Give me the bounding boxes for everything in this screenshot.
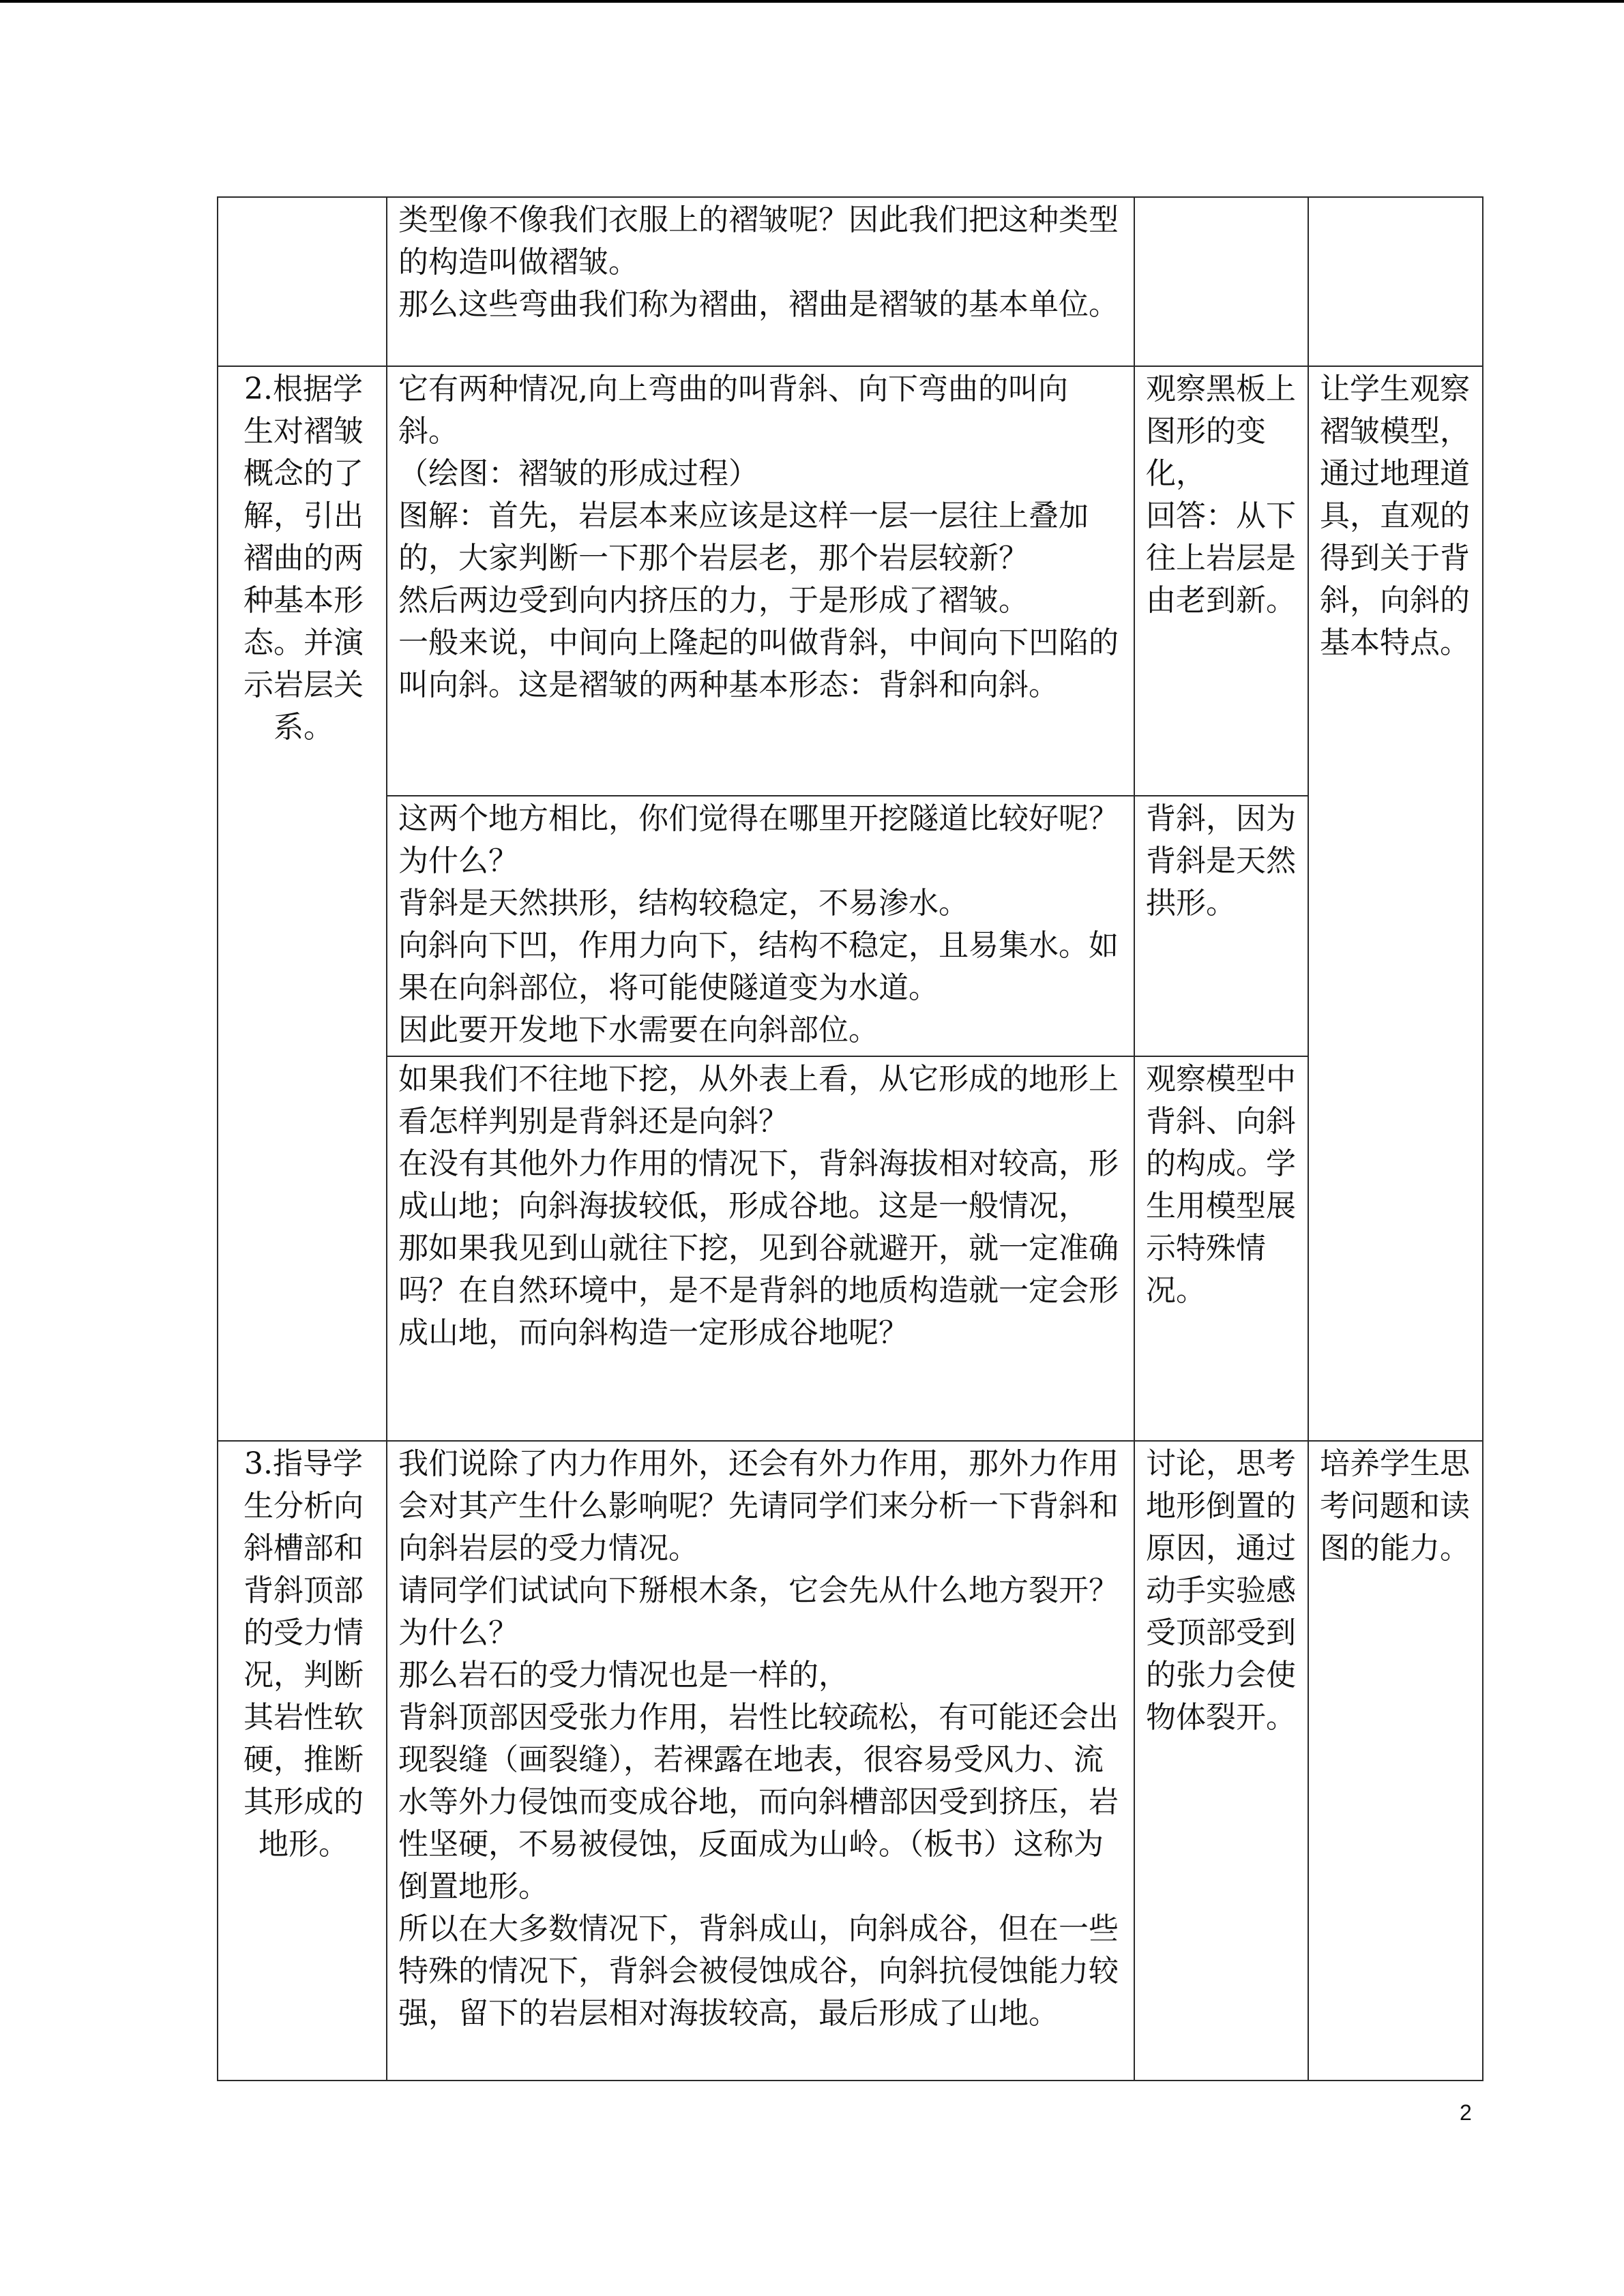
- student-activity-text: 观察模型中背斜、向斜的构成。学生用模型展示特殊情况。: [1146, 1062, 1296, 1308]
- table-row: [218, 197, 1483, 366]
- student-activity-text: 回答：从下往上岩层是由老到新。: [1146, 498, 1296, 618]
- student-activity-cell: [1134, 1056, 1308, 1441]
- student-activity-text: 背斜，因为背斜是天然拱形。: [1146, 801, 1296, 921]
- goal-cell: [218, 1441, 387, 2081]
- goal-text: 3.指导学生分析向斜槽部和背斜顶部的受力情况，判断其岩性软硬，推断其形成的地形。: [243, 1446, 364, 1862]
- content-cell: [387, 197, 1134, 366]
- content-paragraph: （绘图：褶皱的形成过程）: [398, 456, 758, 491]
- goal-text: 2.根据学生对褶皱概念的了解，引出褶曲的两种基本形态。并演示岩层关系。: [243, 372, 364, 745]
- content-paragraph: 如果我们不往地下挖，从外表上看，从它形成的地形上看怎样判别是背斜还是向斜？: [398, 1062, 1119, 1139]
- design-intent-text: 让学生观察褶皱模型，通过地理道具，直观的得到关于背斜，向斜的基本特点。: [1320, 372, 1470, 660]
- student-activity-cell: [1134, 1441, 1308, 2081]
- content-paragraph: 类型像不像我们衣服上的褶皱呢？因此我们把这种类型的构造叫做褶皱。: [398, 203, 1119, 280]
- table-row: [218, 366, 1483, 796]
- design-intent-text: 培养学生思考问题和读图的能力。: [1320, 1446, 1470, 1566]
- content-cell: [387, 796, 1134, 1056]
- table-row: [218, 1056, 1483, 1441]
- design-intent-cell: [1308, 366, 1483, 1441]
- student-activity-cell: [1134, 366, 1308, 796]
- content-cell: [387, 366, 1134, 796]
- content-cell: [387, 1056, 1134, 1441]
- content-paragraph: 那么这些弯曲我们称为褶曲，褶曲是褶皱的基本单位。: [398, 287, 1119, 322]
- content-paragraph: 我们说除了内力作用外，还会有外力作用，那外力作用会对其产生什么影响呢？先请同学们来分析一下背斜和向斜岩层的受力情况。: [398, 1446, 1119, 1566]
- content-paragraph: 图解：首先，岩层本来应该是这样一层一层往上叠加的，大家判断一下那个岩层老，那个岩层较新？: [398, 498, 1089, 576]
- content-cell: [387, 1441, 1134, 2081]
- content-paragraph: 那么岩石的受力情况也是一样的，: [398, 1658, 848, 1693]
- student-activity-text: 观察黑板上图形的变化，: [1146, 372, 1296, 491]
- goal-cell: [218, 197, 387, 366]
- content-paragraph: 背斜顶部因受张力作用，岩性比较疏松，有可能还会出现裂缝（画裂缝），若裸露在地表，很容易受风力、流水等外力侵蚀而变成谷地，而向斜槽部因受到挤压，岩性坚硬，不易被侵蚀，反面成为山岭。（板书）这称为倒置地形。: [398, 1700, 1119, 1904]
- top-border-line: [0, 0, 1624, 3]
- content-paragraph: 因此要开发地下水需要在向斜部位。: [398, 1013, 879, 1047]
- content-paragraph: 那如果我见到山就往下挖，见到谷就避开，就一定准确吗？在自然环境中，是不是背斜的地质构造就一定会形成山地，而向斜构造一定形成谷地呢？: [398, 1231, 1119, 1350]
- content-paragraph: 一般来说，中间向上隆起的叫做背斜，中间向下凹陷的叫向斜。这是褶皱的两种基本形态：背斜和向斜。: [398, 625, 1119, 702]
- page-number: 2: [1460, 2100, 1472, 2125]
- content-paragraph: 所以在大多数情况下，背斜成山，向斜成谷，但在一些特殊的情况下，背斜会被侵蚀成谷，向斜抗侵蚀能力较强，留下的岩层相对海拔较高，最后形成了山地。: [398, 1911, 1119, 2031]
- design-intent-cell: [1308, 1441, 1483, 2081]
- goal-cell: [218, 366, 387, 1441]
- design-intent-cell: [1308, 197, 1483, 366]
- content-paragraph: 向斜向下凹，作用力向下，结构不稳定，且易集水。如果在向斜部位，将可能使隧道变为水道。: [398, 928, 1119, 1005]
- content-paragraph: 请同学们试试向下掰根木条，它会先从什么地方裂开？为什么？: [398, 1573, 1119, 1650]
- content-paragraph: 然后两边受到向内挤压的力，于是形成了褶皱。: [398, 583, 1029, 618]
- table-row: [218, 796, 1483, 1056]
- content-paragraph: 这两个地方相比，你们觉得在哪里开挖隧道比较好呢？为什么？: [398, 801, 1119, 878]
- student-activity-text: 讨论，思考地形倒置的原因，通过动手实验感受顶部受到的张力会使物体裂开。: [1146, 1446, 1296, 1735]
- table-row: [218, 1441, 1483, 2081]
- content-paragraph: 它有两种情况,向上弯曲的叫背斜、向下弯曲的叫向斜。: [398, 372, 1068, 449]
- student-activity-cell: [1134, 197, 1308, 366]
- content-paragraph: 在没有其他外力作用的情况下，背斜海拔相对较高，形成山地；向斜海拔较低，形成谷地。这是一般情况，: [398, 1146, 1119, 1223]
- lesson-plan-table: [217, 196, 1483, 2081]
- student-activity-cell: [1134, 796, 1308, 1056]
- content-paragraph: 背斜是天然拱形，结构较稳定，不易渗水。: [398, 886, 969, 921]
